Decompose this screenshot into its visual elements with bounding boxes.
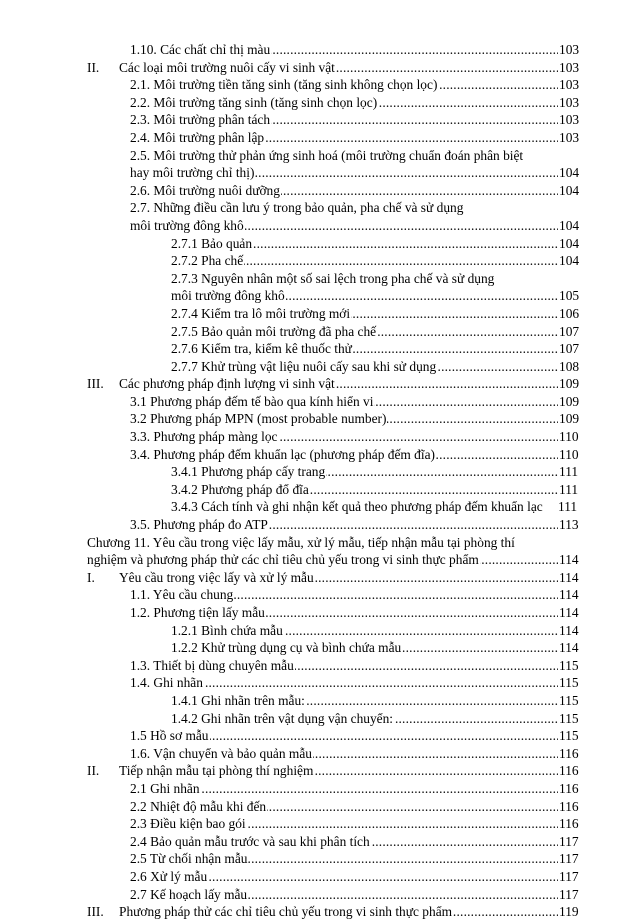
toc-page-number: 113 (559, 517, 579, 533)
toc-page-number: 103 (559, 77, 580, 93)
toc-page-number: 117 (559, 851, 579, 867)
toc-page-number: 114 (559, 605, 579, 620)
toc-entry-title: 2.4 Bảo quản mẫu trước và sau khi phân tích (130, 833, 370, 849)
toc-entry[interactable] (0, 41, 638, 59)
toc-entry-title: 2.2 Nhiệt độ mẫu khi đến (130, 798, 267, 814)
toc-entry-title: 2.5 Từ chối nhận mẫu (130, 851, 248, 867)
toc-entry[interactable] (0, 76, 638, 94)
toc-entry[interactable] (0, 199, 638, 217)
toc-entry[interactable] (0, 94, 638, 112)
toc-page-number: 109 (559, 376, 580, 392)
toc-entry[interactable] (0, 886, 638, 904)
toc-entry-title: 2.6 Xử lý mẫu (130, 868, 208, 884)
toc-entry[interactable] (0, 481, 638, 499)
toc-entry[interactable] (0, 780, 638, 798)
toc-page-number: 108 (559, 358, 580, 374)
toc-entry-title: 3.4.2 Phương pháp đổ đĩa (171, 481, 309, 497)
toc-page-number: 107 (559, 323, 580, 339)
toc-entry[interactable] (0, 410, 638, 428)
toc-entry-title: 1.4. Ghi nhãn (130, 675, 203, 691)
toc-page-number: 109 (559, 393, 580, 409)
toc-page-number: 116 (559, 745, 579, 761)
toc-entry[interactable] (0, 217, 638, 235)
toc-entry[interactable] (0, 868, 638, 886)
toc-entry-title: Các loại môi trường nuôi cấy vi sinh vật (119, 59, 335, 75)
toc-entry-title: 1.5 Hồ sơ mẫu (130, 728, 209, 744)
toc-entry-title: Tiếp nhận mẫu tại phòng thí nghiệm (119, 763, 314, 779)
toc-entry-title: 2.7.5 Bảo quản môi trường đã pha chế (171, 323, 377, 339)
toc-entry[interactable] (0, 674, 638, 692)
toc-page-number: 103 (559, 42, 580, 57)
toc-page-number: 114 (559, 569, 579, 585)
toc-entry[interactable] (0, 323, 638, 341)
toc-entry[interactable] (0, 147, 638, 165)
toc-entry[interactable] (0, 815, 638, 833)
toc-entry[interactable] (0, 604, 638, 622)
toc-entry[interactable] (0, 710, 638, 728)
toc-page-number: 114 (559, 640, 579, 656)
toc-page-number: 115 (559, 728, 579, 744)
toc-page-number: 117 (559, 868, 579, 884)
toc-entry-title: 3.2 Phương pháp MPN (most probable number) (130, 411, 387, 427)
toc-entry-title: 1.3. Thiết bị dùng chuyên mẫu (130, 657, 294, 673)
toc-entry-title: 2.2. Môi trường tăng sinh (tăng sinh chọn lọc) (130, 94, 378, 110)
toc-page-number: 115 (559, 657, 579, 673)
toc-page-number: 106 (559, 305, 580, 321)
toc-entry[interactable] (0, 59, 638, 77)
toc-section-number: I. (87, 569, 95, 585)
toc-page-number: 107 (559, 341, 580, 357)
toc-page-number: 103 (559, 59, 580, 75)
toc-entry-title: 2.1. Môi trường tiền tăng sinh (tăng sinh không chọn lọc) (130, 77, 438, 93)
toc-entry-title: 2.3. Môi trường phân tách (130, 112, 271, 128)
toc-entry-title: 1.2.2 Khử trùng dụng cụ và bình chứa mẫu (171, 640, 402, 656)
toc-entry[interactable] (0, 534, 638, 552)
toc-page-number: 111 (559, 464, 579, 480)
toc-page-number: 116 (559, 780, 579, 796)
toc-entry[interactable] (0, 111, 638, 129)
toc-entry[interactable] (0, 340, 638, 358)
toc-entry-title: 2.7.3 Nguyên nhân một số sai lệch trong pha chế và sử dụng (171, 270, 495, 286)
toc-entry[interactable] (0, 498, 638, 516)
toc-entry-title: Các phương pháp định lượng vi sinh vật (119, 376, 335, 392)
toc-entry[interactable] (0, 833, 638, 851)
toc-entry[interactable] (0, 727, 638, 745)
toc-entry[interactable] (0, 446, 638, 464)
toc-entry[interactable] (0, 516, 638, 534)
toc-entry[interactable] (0, 164, 638, 182)
toc-entry-title: 1.2.1 Bình chứa mẫu (171, 622, 283, 638)
toc-entry-title: 2.7 Kế hoạch lấy mẫu (130, 886, 248, 902)
toc-entry-title: 1.2. Phương tiện lấy mẫu (130, 605, 265, 620)
toc-entry[interactable] (0, 745, 638, 763)
toc-entry[interactable] (0, 235, 638, 253)
toc-entry-title: 2.7.1 Bảo quản (171, 235, 253, 251)
toc-entry-title: Phương pháp thử các chỉ tiêu chủ yếu trong vi sinh thực phẩm (119, 904, 453, 920)
toc-entry-title: 1.1. Yêu cầu chung (130, 587, 234, 603)
toc-entry[interactable] (0, 463, 638, 481)
toc-page-number: 103 (559, 94, 580, 110)
toc-entry-title: môi trường đông khô (130, 217, 244, 233)
toc-page-number: 116 (559, 763, 579, 779)
toc-entry-title: 2.7.4 Kiểm tra lô môi trường mới (171, 305, 351, 321)
toc-section-number: II. (87, 763, 100, 779)
toc-page-number: 104 (559, 253, 580, 269)
toc-entry-title: 2.7.2 Pha chế (171, 253, 244, 269)
toc-page-number: 110 (559, 446, 579, 462)
toc-page-number: 103 (559, 129, 580, 145)
toc-page-number: 105 (559, 288, 580, 304)
toc-page-number: 117 (559, 886, 579, 902)
toc-page-number: 104 (559, 217, 580, 233)
toc-page-number: 110 (559, 429, 579, 445)
toc-entry-title: 1.4.2 Ghi nhãn trên vật dụng vận chuyển: (171, 710, 394, 726)
toc-entry[interactable] (0, 622, 638, 640)
toc-section-number: III. (87, 376, 104, 392)
table-of-contents (0, 41, 638, 921)
toc-entry[interactable] (0, 569, 638, 587)
toc-entry-title: 2.5. Môi trường thử phản ứng sinh hoá (môi trường chuẩn đoán phân biệt (130, 147, 524, 163)
toc-section-number: III. (87, 904, 104, 920)
toc-entry-title: nghiệm và phương pháp thử các chỉ tiêu chủ yếu trong vi sinh thực phẩm (87, 552, 479, 568)
toc-page-number: 119 (559, 904, 579, 920)
toc-entry[interactable] (0, 692, 638, 710)
toc-entry[interactable] (0, 305, 638, 323)
toc-entry[interactable] (0, 287, 638, 305)
toc-entry-title: 2.7. Những điều cần lưu ý trong bảo quản, pha chế và sử dụng (130, 200, 464, 216)
toc-entry[interactable] (0, 639, 638, 657)
toc-entry[interactable] (0, 903, 638, 921)
toc-entry[interactable] (0, 657, 638, 675)
toc-entry-title: 2.7.6 Kiểm tra, kiểm kê thuốc thử (171, 341, 352, 357)
toc-entry[interactable] (0, 129, 638, 147)
toc-entry-title: Chương 11. Yêu cầu trong việc lấy mẫu, xử lý mẫu, tiếp nhận mẫu tại phòng thí (87, 534, 515, 550)
toc-page-number: 109 (559, 411, 580, 427)
toc-entry[interactable] (0, 551, 638, 569)
toc-entry[interactable] (0, 586, 638, 604)
toc-page-number: 114 (559, 622, 579, 638)
toc-entry[interactable] (0, 762, 638, 780)
toc-entry[interactable] (0, 375, 638, 393)
toc-entry-title: 1.6. Vận chuyển và bảo quản mẫu (130, 745, 312, 761)
toc-entry-title: 3.4.1 Phương pháp cấy trang (171, 464, 326, 480)
toc-entry[interactable] (0, 428, 638, 446)
toc-entry[interactable] (0, 358, 638, 376)
toc-page-number: 116 (559, 798, 579, 814)
toc-entry-title: 2.6. Môi trường nuôi dưỡng (130, 182, 280, 198)
toc-page-number: 115 (559, 692, 579, 708)
toc-page-number: 111 (559, 481, 579, 497)
toc-entry[interactable] (0, 850, 638, 868)
toc-entry-title: 1.10. Các chất chỉ thị màu (130, 42, 271, 57)
toc-entry-title: hay môi trường chỉ thị) (130, 165, 255, 181)
toc-page-number: 115 (559, 710, 579, 726)
toc-section-number: II. (87, 59, 100, 75)
toc-page-number: 114 (559, 587, 579, 603)
toc-entry-title: Yêu cầu trong việc lấy và xử lý mẫu (119, 569, 314, 585)
toc-entry-title: 3.5. Phương pháp đo ATP (130, 517, 268, 533)
toc-page-number: 103 (559, 112, 580, 128)
toc-entry[interactable] (0, 182, 638, 200)
toc-page-number: 104 (559, 165, 580, 181)
toc-page-number: 115 (559, 675, 579, 691)
toc-entry-title: 3.1 Phương pháp đếm tế bào qua kính hiển vi (130, 393, 374, 409)
toc-page-number: 104 (559, 182, 580, 198)
toc-entry-title: 3.4.3 Cách tính và ghi nhận kết quả theo phương pháp đếm khuẩn lạc (171, 499, 543, 515)
toc-page-number: 111 (558, 499, 578, 515)
toc-entry-title: 2.3 Điều kiện bao gói (130, 816, 246, 832)
toc-entry[interactable] (0, 252, 638, 270)
toc-entry[interactable] (0, 270, 638, 288)
toc-entry[interactable] (0, 798, 638, 816)
toc-entry[interactable] (0, 393, 638, 411)
toc-page-number: 114 (559, 552, 579, 568)
toc-entry-title: 2.4. Môi trường phân lập (130, 129, 265, 145)
toc-entry-title: 1.4.1 Ghi nhãn trên mẫu: (171, 692, 305, 708)
toc-entry-title: 3.4. Phương pháp đếm khuẩn lạc (phương pháp đếm đĩa) (130, 446, 435, 462)
toc-page-number: 116 (559, 816, 579, 832)
toc-entry-title: 2.1 Ghi nhãn (130, 780, 200, 796)
toc-page-number: 117 (559, 833, 579, 849)
toc-page-number: 104 (559, 235, 580, 251)
toc-entry-title: 3.3. Phương pháp màng lọc (130, 429, 278, 445)
toc-entry-title: môi trường đông khô (171, 288, 285, 304)
toc-entry-title: 2.7.7 Khử trùng vật liệu nuôi cấy sau khi sử dụng (171, 358, 437, 374)
